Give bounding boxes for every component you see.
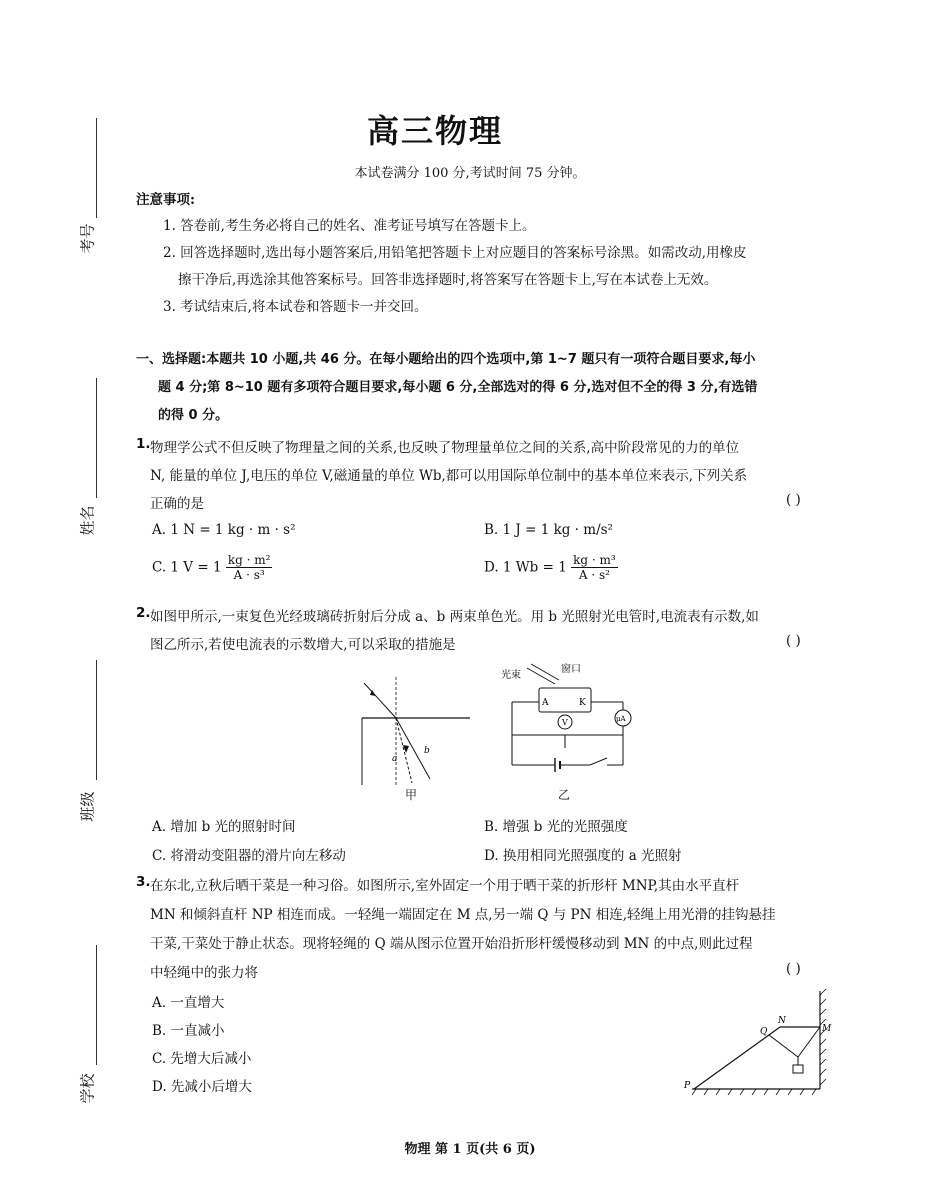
label-voltmeter: V <box>562 718 568 727</box>
rope <box>769 1035 798 1057</box>
label-a: a <box>392 754 398 764</box>
label-b: b <box>424 746 430 756</box>
page-title: 高三物理 <box>366 112 503 150</box>
q2-number: 2. <box>136 605 151 621</box>
figure-caption-left: 甲 <box>405 788 418 802</box>
q3-option-a[interactable]: A. 一直增大 <box>152 995 225 1011</box>
q3-stem-cont: MN 和倾斜直杆 NP 相连而成。一轻绳一端固定在 M 点,另一端 Q 与 PN 相连,轻绳上用光滑的挂钩悬挂 <box>150 907 776 923</box>
q1-option-c-fraction <box>226 553 273 582</box>
vegetable-weight <box>793 1065 803 1073</box>
notice-item-3: 3. 考试结束后,将本试卷和答题卡一并交回。 <box>163 299 428 315</box>
refraction-figure <box>350 675 475 790</box>
figure-caption-right: 乙 <box>558 788 571 802</box>
margin-label-name: 姓名 <box>78 505 97 536</box>
label-cathode: K <box>579 698 586 708</box>
notice-heading: 注意事项: <box>136 192 195 208</box>
ray-a <box>396 718 412 783</box>
folded-rod-figure <box>680 985 830 1100</box>
q2-option-a[interactable]: A. 增加 b 光的照射时间 <box>152 819 296 835</box>
q3-option-b[interactable]: B. 一直减小 <box>152 1023 225 1039</box>
fraction-numerator: kg · m³ <box>573 553 616 567</box>
q1-stem: 物理学公式不但反映了物理量之间的关系,也反映了物理量单位之间的关系,高中阶段常见的力的单位 <box>150 440 740 456</box>
margin-line <box>96 378 97 498</box>
switch-icon <box>590 758 607 765</box>
page-footer: 物理 第 1 页(共 6 页) <box>404 1142 536 1157</box>
notice-item-2: 2. 回答选择题时,选出每小题答案后,用铅笔把答题卡上对应题目的答案标号涂黑。如需改动,用橡皮 <box>163 245 747 261</box>
q2-option-c[interactable]: C. 将滑动变阻器的滑片向左移动 <box>152 848 346 864</box>
q1-stem-cont: 正确的是 <box>150 496 204 512</box>
light-ray <box>531 664 559 680</box>
fraction-denominator: A · s² <box>578 568 610 582</box>
margin-line <box>96 945 97 1065</box>
q2-stem-cont: 图乙所示,若使电流表的示数增大,可以采取的措施是 <box>150 637 456 653</box>
q1-option-c-prefix: C. 1 V = 1 <box>152 559 222 576</box>
incident-ray <box>364 683 396 718</box>
label-m: M <box>822 1024 832 1034</box>
q2-stem: 如图甲所示,一束复色光经玻璃砖折射后分成 a、b 两束单色光。用 b 光照射光电管时,电流表有示数,如 <box>150 609 759 625</box>
q1-option-b[interactable]: B. 1 J = 1 kg · m/s² <box>484 522 613 538</box>
q1-option-a[interactable]: A. 1 N = 1 kg · m · s² <box>152 522 296 538</box>
rope <box>798 1027 820 1057</box>
light-ray <box>527 668 555 684</box>
section-heading-cont: 题 4 分;第 8~10 题有多项符合题目要求,每小题 6 分,全部选对的得 6 分,选对但不全的得 3 分,有选错 <box>158 380 758 395</box>
label-n: N <box>778 1016 786 1026</box>
q3-stem-cont: 中轻绳中的张力将 <box>150 965 258 981</box>
margin-line <box>96 660 97 780</box>
q3-number: 3. <box>136 874 151 890</box>
label-p: P <box>684 1081 691 1091</box>
q1-option-d-fraction <box>571 553 618 582</box>
section-heading-cont: 的得 0 分。 <box>158 408 229 423</box>
q1-option-d-prefix: D. 1 Wb = 1 <box>484 559 567 576</box>
page-subtitle: 本试卷满分 100 分,考试时间 75 分钟。 <box>354 166 586 181</box>
photoelectric-circuit-figure <box>495 662 640 782</box>
label-window: 窗口 <box>561 664 581 675</box>
q2-option-d[interactable]: D. 换用相同光照强度的 a 光照射 <box>484 848 682 864</box>
fraction-numerator: kg · m² <box>227 553 271 567</box>
q1-option-d[interactable] <box>484 553 618 582</box>
margin-label-school: 学校 <box>78 1073 97 1104</box>
q1-number: 1. <box>136 436 151 452</box>
margin-label-exam-no: 考号 <box>78 223 97 254</box>
wall-hatching <box>820 989 826 1085</box>
fraction-denominator: A · s³ <box>233 568 265 582</box>
label-q: Q <box>760 1027 768 1037</box>
notice-item-1: 1. 答卷前,考生务必将自己的姓名、准考证号填写在答题卡上。 <box>163 218 536 234</box>
label-light-beam: 光束 <box>501 670 521 681</box>
q1-answer-paren[interactable]: ( ) <box>786 492 801 508</box>
ground-hatching <box>692 1089 816 1095</box>
q2-answer-paren[interactable]: ( ) <box>786 633 801 649</box>
q2-option-b[interactable]: B. 增强 b 光的光照强度 <box>484 819 628 835</box>
section-heading: 一、选择题:本题共 10 小题,共 46 分。在每小题给出的四个选项中,第 1~7 题只有一项符合题目要求,每小 <box>136 352 756 367</box>
q3-answer-paren[interactable]: ( ) <box>786 961 801 977</box>
notice-item-2-cont: 擦干净后,再选涂其他答案标号。回答非选择题时,将答案写在答题卡上,写在本试卷上无效。 <box>178 272 718 288</box>
q3-stem: 在东北,立秋后晒干菜是一种习俗。如图所示,室外固定一个用于晒干菜的折形杆 MNP,其由水平直杆 <box>150 878 740 894</box>
q3-option-c[interactable]: C. 先增大后减小 <box>152 1051 252 1067</box>
q1-stem-cont: N, 能量的单位 J,电压的单位 V,磁通量的单位 Wb,都可以用国际单位制中的基本单位来表示,下列关系 <box>150 468 748 484</box>
q3-option-d[interactable]: D. 先减小后增大 <box>152 1079 252 1095</box>
q3-stem-cont: 干菜,干菜处于静止状态。现将轻绳的 Q 端从图示位置开始沿折形杆缓慢移动到 MN 的中点,则此过程 <box>150 936 753 952</box>
q1-option-c[interactable] <box>152 553 272 582</box>
label-microammeter: μA <box>616 715 626 723</box>
label-anode: A <box>542 698 549 708</box>
margin-label-class: 班级 <box>78 791 97 822</box>
